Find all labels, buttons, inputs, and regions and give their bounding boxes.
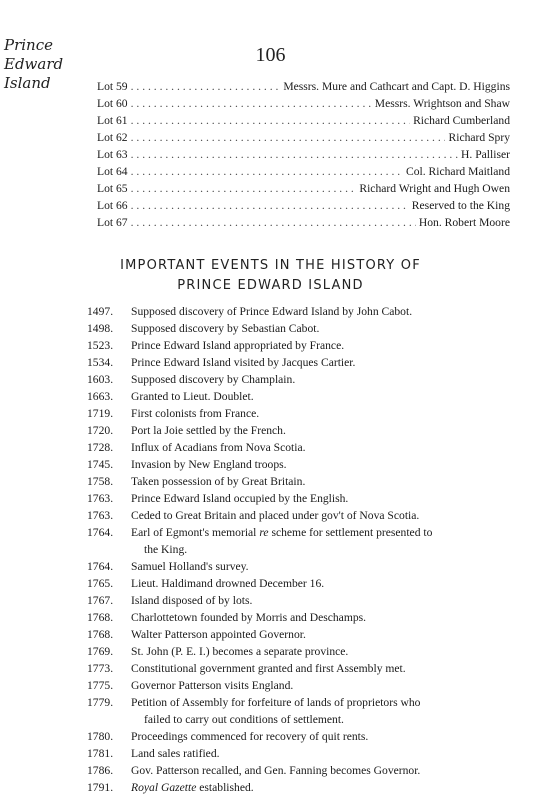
event-text: Gov. Patterson recalled, and Gen. Fanning becomes Governor.: [131, 764, 421, 777]
event-year: 1758.: [87, 475, 114, 488]
lot-label: Lot 62: [97, 131, 128, 144]
event-year: 1786.: [87, 764, 114, 777]
event-year: 1523.: [87, 339, 114, 352]
event-year: 1663.: [87, 390, 114, 403]
event-item: [87, 422, 512, 439]
lot-row: [97, 163, 510, 180]
event-item: [87, 320, 512, 337]
leader-dots: [131, 95, 372, 112]
event-item: [87, 660, 512, 677]
event-text-italic: re: [259, 526, 269, 539]
event-year: 1791.: [87, 781, 114, 794]
event-item: [87, 354, 512, 371]
event-year: 1497.: [87, 305, 114, 318]
lot-list: [97, 78, 510, 231]
lot-owner: Messrs. Wrightson and Shaw: [374, 97, 510, 110]
event-year: 1764.: [87, 526, 114, 539]
leader-dots: [131, 78, 281, 95]
event-year: 1765.: [87, 577, 114, 590]
event-year: 1773.: [87, 662, 114, 675]
lot-label: Lot 66: [97, 199, 128, 212]
event-text: Prince Edward Island appropriated by France.: [131, 339, 345, 352]
event-item: [87, 473, 512, 490]
page-number: 106: [255, 44, 286, 66]
lot-row: [97, 112, 510, 129]
event-year: 1728.: [87, 441, 114, 454]
event-item: [87, 371, 512, 388]
event-text: Charlottetown founded by Morris and Deschamps.: [131, 611, 367, 624]
event-item: [87, 490, 512, 507]
event-text: Walter Patterson appointed Governor.: [131, 628, 306, 641]
event-text: First colonists from France.: [131, 407, 260, 420]
event-item: [87, 626, 512, 643]
leader-dots: [131, 112, 410, 129]
leader-dots: [131, 197, 409, 214]
lot-row: [97, 197, 510, 214]
event-year: 1780.: [87, 730, 114, 743]
lot-owner: Richard Cumberland: [413, 114, 510, 127]
event-text-part: Petition of Assembly for forfeiture of lands of proprietors who: [131, 696, 421, 709]
event-item: [87, 405, 512, 422]
event-text: Granted to Lieut. Doublet.: [131, 390, 254, 403]
event-year: 1767.: [87, 594, 114, 607]
event-item: [87, 592, 512, 609]
lot-label: Lot 59: [97, 80, 128, 93]
event-text: Prince Edward Island occupied by the English.: [131, 492, 349, 505]
event-item: [87, 507, 512, 524]
event-year: 1763.: [87, 509, 114, 522]
lot-owner: H. Palliser: [461, 148, 510, 161]
event-text: [131, 524, 512, 558]
event-text: Port la Joie settled by the French.: [131, 424, 286, 437]
event-text-part: established.: [196, 781, 254, 794]
lot-row: [97, 214, 510, 231]
leader-dots: [131, 214, 416, 231]
event-text: Supposed discovery by Champlain.: [131, 373, 296, 386]
event-text: Influx of Acadians from Nova Scotia.: [131, 441, 306, 454]
event-item: [87, 728, 512, 745]
event-item: [87, 677, 512, 694]
lot-row: [97, 180, 510, 197]
lot-row: [97, 95, 510, 112]
event-year: 1720.: [87, 424, 114, 437]
event-year: 1764.: [87, 560, 114, 573]
event-text: Prince Edward Island visited by Jacques Cartier.: [131, 356, 356, 369]
lot-label: Lot 67: [97, 216, 128, 229]
event-item: [87, 609, 512, 626]
lot-label: Lot 63: [97, 148, 128, 161]
lot-label: Lot 64: [97, 165, 128, 178]
event-text: [131, 694, 512, 728]
event-year: 1769.: [87, 645, 114, 658]
lot-owner: Col. Richard Maitland: [405, 165, 510, 178]
running-head-line: Island: [4, 74, 51, 92]
event-text: Supposed discovery by Sebastian Cabot.: [131, 322, 320, 335]
leader-dots: [131, 163, 403, 180]
lot-row: [97, 78, 510, 95]
lot-owner: Messrs. Mure and Cathcart and Capt. D. Higgins: [283, 80, 510, 93]
event-year: 1534.: [87, 356, 114, 369]
event-text: [131, 779, 512, 796]
event-text: Constitutional government granted and first Assembly met.: [131, 662, 406, 675]
section-heading-line: PRINCE EDWARD ISLAND: [177, 278, 364, 293]
event-year: 1781.: [87, 747, 114, 760]
event-text: Land sales ratified.: [131, 747, 220, 760]
event-text: Invasion by New England troops.: [131, 458, 287, 471]
event-item: [87, 388, 512, 405]
lot-owner: Reserved to the King: [411, 199, 510, 212]
lot-label: Lot 61: [97, 114, 128, 127]
leader-dots: [131, 129, 446, 146]
event-item: [87, 456, 512, 473]
event-text: Taken possession of by Great Britain.: [131, 475, 306, 488]
event-text-part: scheme for settlement presented to: [268, 526, 433, 539]
event-text: Ceded to Great Britain and placed under gov't of Nova Scotia.: [131, 509, 420, 522]
event-text: Island disposed of by lots.: [131, 594, 253, 607]
event-item: [87, 643, 512, 660]
event-year: 1498.: [87, 322, 114, 335]
event-year: 1745.: [87, 458, 114, 471]
event-year: 1603.: [87, 373, 114, 386]
event-text-italic: Royal Gazette: [131, 781, 197, 794]
event-text-part: Earl of Egmont's memorial: [131, 526, 260, 539]
event-text: Governor Patterson visits England.: [131, 679, 294, 692]
running-head-line: Prince Edward: [4, 36, 64, 73]
event-item: [87, 694, 512, 728]
lot-owner: Hon. Robert Moore: [418, 216, 510, 229]
event-item: [87, 439, 512, 456]
event-text: Proceedings commenced for recovery of quit rents.: [131, 730, 369, 743]
event-item: [87, 575, 512, 592]
lot-label: Lot 65: [97, 182, 128, 195]
section-heading-line: IMPORTANT EVENTS IN THE HISTORY OF: [120, 258, 421, 273]
lot-row: [97, 146, 510, 163]
lot-owner: Richard Spry: [448, 131, 510, 144]
event-text-continuation: failed to carry out conditions of settlement.: [144, 713, 344, 726]
event-item: [87, 558, 512, 575]
event-text-continuation: the King.: [144, 543, 188, 556]
event-item: [87, 779, 512, 796]
event-text: Supposed discovery of Prince Edward Island by John Cabot.: [131, 305, 413, 318]
event-text: Samuel Holland's survey.: [131, 560, 249, 573]
section-heading: [0, 256, 541, 296]
event-year: 1768.: [87, 611, 114, 624]
event-item: [87, 524, 512, 558]
event-year: 1719.: [87, 407, 114, 420]
event-item: [87, 745, 512, 762]
lot-label: Lot 60: [97, 97, 128, 110]
event-text: St. John (P. E. I.) becomes a separate province.: [131, 645, 349, 658]
event-year: 1775.: [87, 679, 114, 692]
lot-row: [97, 129, 510, 146]
event-item: [87, 337, 512, 354]
event-item: [87, 303, 512, 320]
event-year: 1779.: [87, 696, 114, 709]
event-text: Lieut. Haldimand drowned December 16.: [131, 577, 325, 590]
events-list: [87, 303, 512, 796]
leader-dots: [131, 146, 458, 163]
lot-owner: Richard Wright and Hugh Owen: [359, 182, 510, 195]
leader-dots: [131, 180, 357, 197]
event-item: [87, 762, 512, 779]
event-year: 1763.: [87, 492, 114, 505]
event-year: 1768.: [87, 628, 114, 641]
